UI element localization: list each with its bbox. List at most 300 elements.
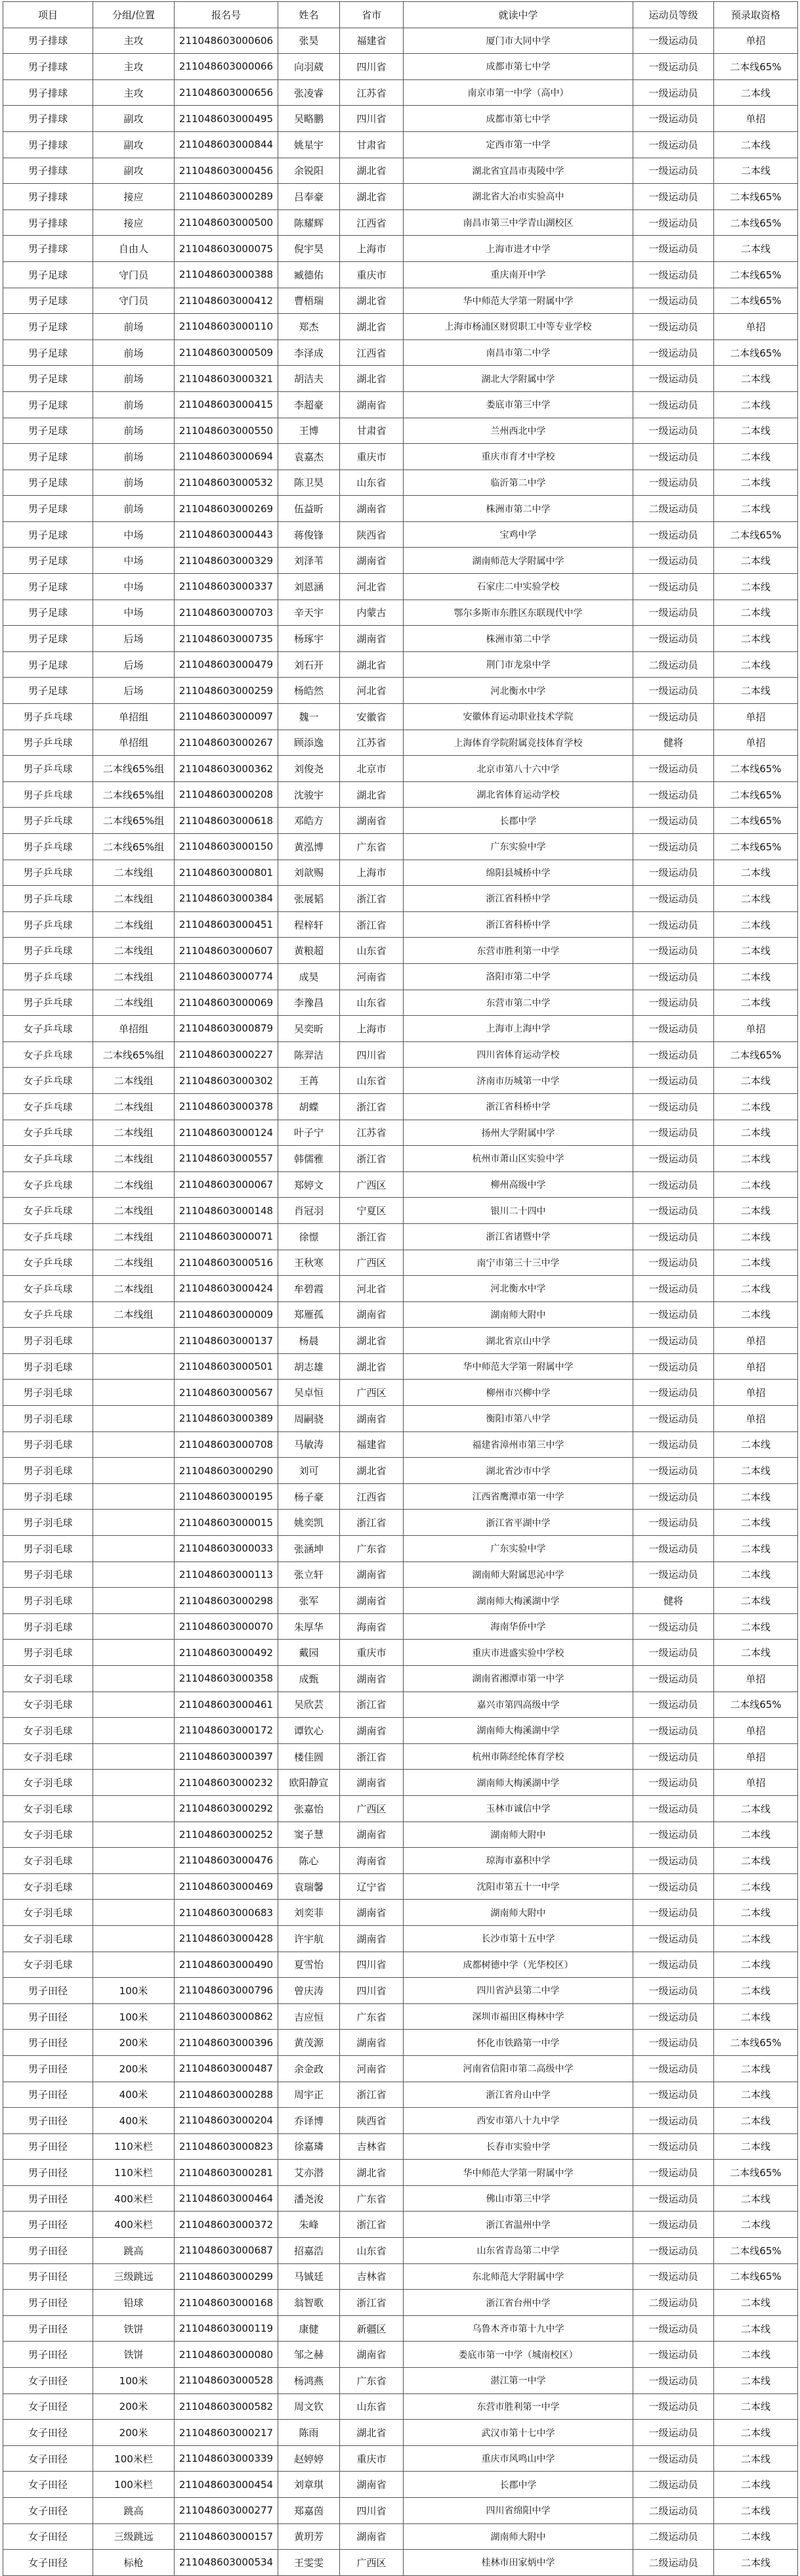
- cell-admission-qualification: 二本线: [714, 1198, 798, 1224]
- cell-admission-qualification: 二本线: [714, 1223, 798, 1250]
- cell-school: 浙江省科桥中学: [404, 1093, 633, 1120]
- cell-registration-number: 211048603000774: [175, 963, 278, 990]
- table-row: [3, 651, 798, 678]
- cell-admission-qualification: 二本线: [714, 626, 798, 652]
- cell-province: 浙江省: [340, 1743, 404, 1770]
- cell-registration-number: 211048603000550: [175, 418, 278, 444]
- cell-school: 武汉市第十七中学: [404, 2420, 633, 2446]
- cell-admission-qualification: 二本线: [714, 1250, 798, 1276]
- cell-sport: 女子乒乓球: [3, 1041, 93, 1068]
- cell-athlete-level: 一级运动员: [633, 391, 714, 418]
- cell-province: 湖北省: [340, 184, 404, 210]
- cell-province: 甘肃省: [340, 418, 404, 444]
- cell-athlete-level: 一级运动员: [633, 938, 714, 964]
- cell-name: 陈心: [278, 1848, 340, 1874]
- table-row: [3, 2523, 798, 2550]
- cell-province: 湖北省: [340, 651, 404, 678]
- cell-province: 湖南省: [340, 1925, 404, 1952]
- cell-registration-number: 211048603000172: [175, 1718, 278, 1744]
- cell-registration-number: 211048603000288: [175, 2082, 278, 2108]
- cell-athlete-level: 健将: [633, 1588, 714, 1614]
- table-row: [3, 1770, 798, 1796]
- cell-registration-number: 211048603000299: [175, 2263, 278, 2290]
- cell-province: 河北省: [340, 574, 404, 600]
- cell-admission-qualification: 二本线: [714, 1900, 798, 1926]
- cell-athlete-level: 一级运动员: [633, 1223, 714, 1250]
- table-row: [3, 1900, 798, 1926]
- cell-sport: 女子羽毛球: [3, 1952, 93, 1978]
- cell-name: 张展韬: [278, 886, 340, 912]
- cell-group-position: 三级跳远: [93, 2263, 175, 2290]
- cell-group-position: [93, 1925, 175, 1952]
- cell-sport: 男子田径: [3, 2030, 93, 2056]
- cell-school: 宝鸡中学: [404, 521, 633, 548]
- cell-name: 徐嘉璘: [278, 2133, 340, 2160]
- cell-province: 湖南省: [340, 1900, 404, 1926]
- cell-province: 江苏省: [340, 730, 404, 756]
- table-row: [3, 911, 798, 938]
- cell-registration-number: 211048603000298: [175, 1588, 278, 1614]
- cell-school: 安徽体育运动职业技术学院: [404, 704, 633, 730]
- cell-group-position: 单招组: [93, 730, 175, 756]
- cell-school: 重庆南开中学: [404, 261, 633, 288]
- cell-athlete-level: 一级运动员: [633, 781, 714, 808]
- cell-athlete-level: 一级运动员: [633, 1276, 714, 1302]
- cell-province: 山东省: [340, 938, 404, 964]
- cell-registration-number: 211048603000321: [175, 366, 278, 392]
- cell-admission-qualification: 二本线65%: [714, 2030, 798, 2056]
- cell-registration-number: 211048603000009: [175, 1301, 278, 1328]
- cell-name: 杨皓然: [278, 678, 340, 704]
- cell-athlete-level: 一级运动员: [633, 2082, 714, 2108]
- table-row: [3, 1328, 798, 1354]
- cell-admission-qualification: 单招: [714, 1328, 798, 1354]
- cell-sport: 男子排球: [3, 209, 93, 236]
- cell-name: 王雯雯: [278, 2550, 340, 2576]
- cell-admission-qualification: 二本线: [714, 2550, 798, 2576]
- cell-school: 杭州市萧山区实验中学: [404, 1146, 633, 1172]
- cell-admission-qualification: 二本线: [714, 1276, 798, 1302]
- cell-school: 浙江省科桥中学: [404, 886, 633, 912]
- cell-name: 胡蝶: [278, 1093, 340, 1120]
- table-row: [3, 496, 798, 522]
- table-row: [3, 444, 798, 470]
- table-row: [3, 2393, 798, 2420]
- table-row: [3, 54, 798, 80]
- cell-group-position: [93, 1431, 175, 1458]
- cell-school: 四川省体育运动学校: [404, 1041, 633, 1068]
- cell-province: 吉林省: [340, 2133, 404, 2160]
- cell-registration-number: 211048603000389: [175, 1406, 278, 1432]
- cell-name: 刘章琪: [278, 2472, 340, 2498]
- cell-athlete-level: 二级运动员: [633, 651, 714, 678]
- table-row: [3, 1588, 798, 1614]
- table-row: [3, 209, 798, 236]
- cell-registration-number: 211048603000428: [175, 1925, 278, 1952]
- cell-athlete-level: 一级运动员: [633, 2003, 714, 2030]
- cell-province: 陕西省: [340, 2108, 404, 2134]
- cell-name: 杨晨: [278, 1328, 340, 1354]
- cell-province: 湖北省: [340, 288, 404, 314]
- cell-name: 李泽成: [278, 339, 340, 366]
- table-row: [3, 1068, 798, 1094]
- cell-admission-qualification: 二本线65%: [714, 261, 798, 288]
- cell-name: 楼佳圆: [278, 1743, 340, 1770]
- header-row: [3, 2, 798, 28]
- cell-registration-number: 211048603000424: [175, 1276, 278, 1302]
- cell-sport: 男子足球: [3, 418, 93, 444]
- cell-athlete-level: 一级运动员: [633, 2133, 714, 2160]
- table-row: [3, 1120, 798, 1146]
- cell-athlete-level: 一级运动员: [633, 2055, 714, 2082]
- table-row: [3, 574, 798, 600]
- cell-athlete-level: 一级运动员: [633, 1041, 714, 1068]
- cell-school: 河北衡水中学: [404, 1276, 633, 1302]
- cell-sport: 女子田径: [3, 2445, 93, 2472]
- cell-admission-qualification: 二本线: [714, 1146, 798, 1172]
- cell-athlete-level: 一级运动员: [633, 2212, 714, 2238]
- cell-athlete-level: 健将: [633, 730, 714, 756]
- cell-athlete-level: 一级运动员: [633, 2238, 714, 2264]
- cell-sport: 女子乒乓球: [3, 1223, 93, 1250]
- cell-province: 湖南省: [340, 2472, 404, 2498]
- cell-group-position: 二本线组: [93, 990, 175, 1016]
- cell-name: 刘歆赐: [278, 860, 340, 886]
- cell-registration-number: 211048603000606: [175, 28, 278, 54]
- cell-school: 浙江省平湖中学: [404, 1510, 633, 1536]
- cell-name: 张凌睿: [278, 79, 340, 106]
- cell-name: 赵婷婷: [278, 2445, 340, 2472]
- table-row: [3, 1873, 798, 1900]
- cell-group-position: 副攻: [93, 106, 175, 132]
- table-row: [3, 236, 798, 262]
- cell-name: 黄泓博: [278, 834, 340, 860]
- cell-province: 浙江省: [340, 1146, 404, 1172]
- cell-registration-number: 211048603000113: [175, 1561, 278, 1588]
- cell-school: 湖南师大梅溪湖中学: [404, 1718, 633, 1744]
- cell-athlete-level: 一级运动员: [633, 963, 714, 990]
- cell-province: 江西省: [340, 339, 404, 366]
- cell-admission-qualification: 二本线: [714, 1458, 798, 1484]
- cell-school: 娄底市第一中学（城南校区）: [404, 2342, 633, 2368]
- cell-admission-qualification: 二本线: [714, 2082, 798, 2108]
- cell-sport: 女子羽毛球: [3, 1900, 93, 1926]
- cell-group-position: [93, 1640, 175, 1666]
- cell-admission-qualification: 单招: [714, 28, 798, 54]
- table-row: [3, 2185, 798, 2212]
- cell-sport: 男子田径: [3, 2055, 93, 2082]
- table-row: [3, 2315, 798, 2342]
- cell-admission-qualification: 单招: [714, 1770, 798, 1796]
- table-row: [3, 1743, 798, 1770]
- cell-athlete-level: 一级运动员: [633, 444, 714, 470]
- table-row: [3, 418, 798, 444]
- cell-group-position: 跳高: [93, 2238, 175, 2264]
- cell-school: 银川二十四中: [404, 1198, 633, 1224]
- cell-athlete-level: 一级运动员: [633, 184, 714, 210]
- cell-group-position: 二本线组: [93, 1276, 175, 1302]
- cell-province: 广东省: [340, 2185, 404, 2212]
- cell-name: 陈卫昊: [278, 469, 340, 496]
- cell-school: 华中师范大学第一附属中学: [404, 288, 633, 314]
- cell-sport: 男子足球: [3, 600, 93, 626]
- cell-athlete-level: 一级运动员: [633, 1952, 714, 1978]
- cell-admission-qualification: 二本线65%: [714, 1041, 798, 1068]
- cell-name: 顾添逸: [278, 730, 340, 756]
- cell-admission-qualification: 二本线65%: [714, 1692, 798, 1718]
- cell-athlete-level: 一级运动员: [633, 158, 714, 184]
- cell-athlete-level: 一级运动员: [633, 1380, 714, 1406]
- table-row: [3, 2003, 798, 2030]
- cell-sport: 男子排球: [3, 79, 93, 106]
- cell-registration-number: 211048603000464: [175, 2185, 278, 2212]
- cell-province: 湖南省: [340, 391, 404, 418]
- cell-school: 湖北省沙市中学: [404, 1458, 633, 1484]
- cell-sport: 男子羽毛球: [3, 1588, 93, 1614]
- table-row: [3, 261, 798, 288]
- cell-athlete-level: 一级运动员: [633, 2315, 714, 2342]
- cell-school: 四川省泸县第二中学: [404, 1978, 633, 2004]
- cell-athlete-level: 一级运动员: [633, 2108, 714, 2134]
- cell-athlete-level: 一级运动员: [633, 339, 714, 366]
- table-row: [3, 28, 798, 54]
- cell-group-position: 前场: [93, 366, 175, 392]
- cell-school: 湖北大学附属中学: [404, 366, 633, 392]
- cell-registration-number: 211048603000302: [175, 1068, 278, 1094]
- cell-group-position: 后场: [93, 678, 175, 704]
- cell-group-position: 二本线65%组: [93, 781, 175, 808]
- cell-admission-qualification: 二本线: [714, 1848, 798, 1874]
- cell-admission-qualification: 二本线: [714, 2472, 798, 2498]
- cell-school: 湖南师大附中: [404, 1900, 633, 1926]
- cell-school: 杭州市陈经纶体育学校: [404, 1743, 633, 1770]
- cell-admission-qualification: 单招: [714, 1743, 798, 1770]
- cell-registration-number: 211048603000500: [175, 209, 278, 236]
- cell-school: 洛阳市第二中学: [404, 963, 633, 990]
- cell-name: 吕奉豪: [278, 184, 340, 210]
- cell-athlete-level: 一级运动员: [633, 1328, 714, 1354]
- cell-school: 浙江省舟山中学: [404, 2082, 633, 2108]
- cell-group-position: 二本线组: [93, 1120, 175, 1146]
- cell-group-position: [93, 1822, 175, 1848]
- cell-group-position: 二本线组: [93, 1068, 175, 1094]
- cell-school: 湖南师大附属思沁中学: [404, 1561, 633, 1588]
- cell-admission-qualification: 二本线: [714, 938, 798, 964]
- cell-group-position: [93, 1873, 175, 1900]
- cell-province: 湖南省: [340, 1561, 404, 1588]
- cell-school: 荆门市龙泉中学: [404, 651, 633, 678]
- cell-admission-qualification: 二本线: [714, 2108, 798, 2134]
- cell-sport: 男子乒乓球: [3, 756, 93, 782]
- table-row: [3, 1536, 798, 1562]
- cell-admission-qualification: 二本线: [714, 574, 798, 600]
- cell-group-position: 单招组: [93, 1016, 175, 1042]
- cell-province: 湖南省: [340, 2523, 404, 2550]
- cell-admission-qualification: 二本线65%: [714, 521, 798, 548]
- cell-name: 邹之赫: [278, 2342, 340, 2368]
- header-registration-number: 报名号: [175, 2, 278, 28]
- table-row: [3, 469, 798, 496]
- cell-name: 吉应恒: [278, 2003, 340, 2030]
- cell-province: 广西区: [340, 1795, 404, 1822]
- table-row: [3, 1171, 798, 1198]
- cell-registration-number: 211048603000388: [175, 261, 278, 288]
- cell-group-position: 二本线组: [93, 963, 175, 990]
- cell-province: 山东省: [340, 1068, 404, 1094]
- cell-sport: 男子田径: [3, 2003, 93, 2030]
- table-row: [3, 1250, 798, 1276]
- cell-athlete-level: 一级运动员: [633, 678, 714, 704]
- cell-group-position: 二本线组: [93, 886, 175, 912]
- cell-admission-qualification: 二本线: [714, 1640, 798, 1666]
- cell-group-position: [93, 1718, 175, 1744]
- cell-admission-qualification: 二本线: [714, 391, 798, 418]
- cell-registration-number: 211048603000509: [175, 339, 278, 366]
- table-row: [3, 1431, 798, 1458]
- table-row: [3, 2133, 798, 2160]
- cell-athlete-level: 一级运动员: [633, 1925, 714, 1952]
- table-row: [3, 2342, 798, 2368]
- cell-athlete-level: 一级运动员: [633, 1431, 714, 1458]
- cell-school: 浙江省诸暨中学: [404, 1223, 633, 1250]
- cell-name: 向羽葳: [278, 54, 340, 80]
- cell-school: 湖南省湘潭市第一中学: [404, 1666, 633, 1692]
- cell-name: 臧德佑: [278, 261, 340, 288]
- cell-province: 海南省: [340, 1848, 404, 1874]
- cell-province: 山东省: [340, 469, 404, 496]
- cell-sport: 女子乒乓球: [3, 1301, 93, 1328]
- cell-province: 重庆市: [340, 2445, 404, 2472]
- cell-sport: 男子羽毛球: [3, 1431, 93, 1458]
- header-province: 省市: [340, 2, 404, 28]
- cell-name: 徐憬: [278, 1223, 340, 1250]
- cell-province: 山东省: [340, 990, 404, 1016]
- cell-registration-number: 211048603000534: [175, 2550, 278, 2576]
- table-row: [3, 2368, 798, 2394]
- table-row: [3, 2263, 798, 2290]
- cell-sport: 男子足球: [3, 314, 93, 340]
- cell-name: 乔译博: [278, 2108, 340, 2134]
- cell-group-position: 二本线组: [93, 1146, 175, 1172]
- cell-sport: 男子羽毛球: [3, 1328, 93, 1354]
- cell-registration-number: 211048603000067: [175, 1171, 278, 1198]
- header-name: 姓名: [278, 2, 340, 28]
- cell-group-position: 接应: [93, 209, 175, 236]
- cell-group-position: 前场: [93, 496, 175, 522]
- cell-admission-qualification: 二本线: [714, 2342, 798, 2368]
- table-row: [3, 288, 798, 314]
- table-row: [3, 1093, 798, 1120]
- cell-sport: 男子羽毛球: [3, 1406, 93, 1432]
- cell-province: 湖北省: [340, 2160, 404, 2186]
- cell-athlete-level: 一级运动员: [633, 1301, 714, 1328]
- table-row: [3, 1978, 798, 2004]
- cell-name: 窦子慧: [278, 1822, 340, 1848]
- cell-sport: 男子排球: [3, 236, 93, 262]
- cell-school: 重庆市风鸣山中学: [404, 2445, 633, 2472]
- cell-group-position: 200米: [93, 2055, 175, 2082]
- cell-name: 牟碧霞: [278, 1276, 340, 1302]
- cell-admission-qualification: 二本线: [714, 990, 798, 1016]
- cell-name: 招嘉浩: [278, 2238, 340, 2264]
- cell-province: 吉林省: [340, 2263, 404, 2290]
- cell-school: 浙江省科桥中学: [404, 911, 633, 938]
- cell-group-position: 100米: [93, 1978, 175, 2004]
- cell-province: 湖南省: [340, 1301, 404, 1328]
- cell-school: 四川省绵阳中学: [404, 2498, 633, 2524]
- cell-registration-number: 211048603000703: [175, 600, 278, 626]
- cell-name: 刘泽苇: [278, 548, 340, 574]
- cell-name: 邓皓方: [278, 808, 340, 834]
- table-row: [3, 886, 798, 912]
- cell-school: 鄂尔多斯市东胜区东联现代中学: [404, 600, 633, 626]
- cell-group-position: 二本线65%组: [93, 834, 175, 860]
- cell-group-position: 中场: [93, 521, 175, 548]
- header-admission-qualification: 预录取资格: [714, 2, 798, 28]
- cell-registration-number: 211048603000490: [175, 1952, 278, 1978]
- cell-admission-qualification: 二本线: [714, 1120, 798, 1146]
- cell-name: 魏一: [278, 704, 340, 730]
- cell-registration-number: 211048603000397: [175, 1743, 278, 1770]
- cell-admission-qualification: 二本线: [714, 1301, 798, 1328]
- cell-sport: 男子田径: [3, 2263, 93, 2290]
- table-row: [3, 1458, 798, 1484]
- cell-name: 刘恩涵: [278, 574, 340, 600]
- table-row: [3, 1380, 798, 1406]
- cell-name: 倪宇昊: [278, 236, 340, 262]
- cell-group-position: 二本线组: [93, 1301, 175, 1328]
- table-row: [3, 1692, 798, 1718]
- cell-province: 浙江省: [340, 1692, 404, 1718]
- cell-name: 张涵坤: [278, 1536, 340, 1562]
- cell-sport: 男子乒乓球: [3, 886, 93, 912]
- cell-registration-number: 211048603000290: [175, 1458, 278, 1484]
- cell-sport: 女子田径: [3, 2498, 93, 2524]
- cell-school: 长春市实验中学: [404, 2133, 633, 2160]
- cell-name: 叶子宁: [278, 1120, 340, 1146]
- cell-school: 兰州西北中学: [404, 418, 633, 444]
- cell-athlete-level: 一级运动员: [633, 28, 714, 54]
- cell-name: 杨琢宇: [278, 626, 340, 652]
- cell-athlete-level: 一级运动员: [633, 106, 714, 132]
- cell-sport: 男子田径: [3, 2212, 93, 2238]
- cell-registration-number: 211048603000281: [175, 2160, 278, 2186]
- cell-sport: 女子田径: [3, 2393, 93, 2420]
- cell-group-position: [93, 1458, 175, 1484]
- cell-registration-number: 211048603000137: [175, 1328, 278, 1354]
- cell-group-position: 副攻: [93, 131, 175, 158]
- cell-province: 江苏省: [340, 1120, 404, 1146]
- cell-school: 南昌市第二中学: [404, 339, 633, 366]
- cell-name: 刘俊尧: [278, 756, 340, 782]
- cell-sport: 男子足球: [3, 366, 93, 392]
- table-row: [3, 391, 798, 418]
- cell-registration-number: 211048603000071: [175, 1223, 278, 1250]
- cell-name: 黄粮超: [278, 938, 340, 964]
- cell-province: 河南省: [340, 2055, 404, 2082]
- cell-athlete-level: 一级运动员: [633, 1093, 714, 1120]
- cell-admission-qualification: 二本线: [714, 2290, 798, 2316]
- cell-school: 成都市第七中学: [404, 54, 633, 80]
- cell-province: 湖北省: [340, 1458, 404, 1484]
- cell-group-position: [93, 1770, 175, 1796]
- table-row: [3, 756, 798, 782]
- cell-registration-number: 211048603000358: [175, 1666, 278, 1692]
- table-row: [3, 1041, 798, 1068]
- cell-name: 袁嘉杰: [278, 444, 340, 470]
- cell-athlete-level: 一级运动员: [633, 236, 714, 262]
- cell-sport: 女子羽毛球: [3, 1822, 93, 1848]
